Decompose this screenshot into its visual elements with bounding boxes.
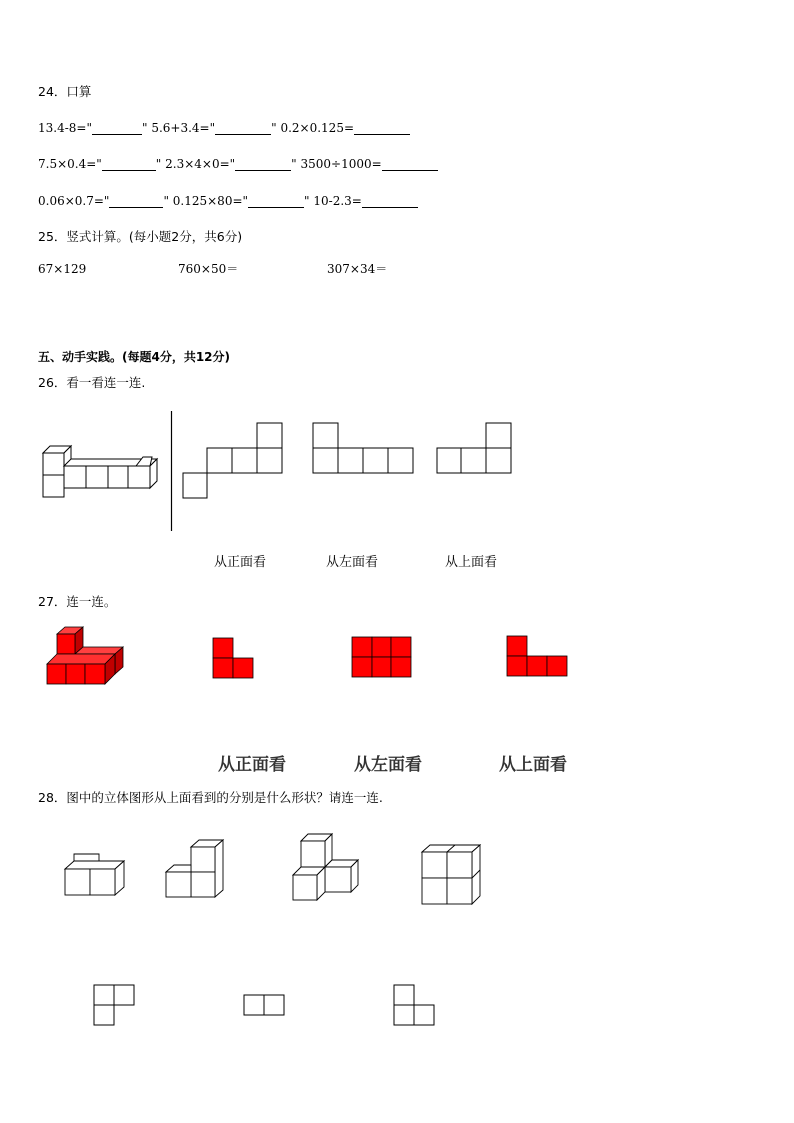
q24-row-2 [38, 157, 438, 171]
section-5-title: 五、动手实践。(每题4分，共12分) [38, 350, 231, 364]
answer-blank[interactable] [362, 195, 418, 208]
q24-row-3 [38, 194, 418, 208]
q24-row-1 [38, 121, 410, 135]
answer-blank[interactable] [248, 195, 304, 208]
q26-label-top: 从上面看 [445, 555, 498, 570]
q24-r3-c: " 10-2.3= [304, 194, 362, 208]
q26-divider-line [170, 411, 174, 531]
q25-item-2: 760×50＝ [178, 262, 239, 276]
q27-label-left: 从左面看 [354, 755, 422, 775]
q24-r3-b: " 0.125×80=" [163, 194, 249, 208]
q24-r1-c: " 0.2×0.125= [271, 121, 355, 135]
q27-view-b [351, 636, 413, 680]
q26-solid-figure [40, 445, 160, 505]
q25-item-1: 67×129 [38, 262, 87, 276]
q24-title: 24．口算 [38, 84, 92, 99]
q25-item-3: 307×34＝ [327, 262, 388, 276]
q28-solid-3 [292, 833, 362, 903]
q24-r1-a: 13.4-8=" [38, 121, 92, 135]
q28-title: 28．图中的立体图形从上面看到的分别是什么形状？请连一连. [38, 790, 383, 805]
q27-red-solid-figure [45, 625, 127, 687]
answer-blank[interactable] [235, 158, 291, 171]
q27-view-c [506, 635, 570, 679]
answer-blank[interactable] [92, 122, 142, 135]
q25-title: 25．竖式计算。(每小题2分，共6分) [38, 229, 243, 244]
q26-view-c [436, 422, 516, 478]
q26-view-b [312, 422, 414, 478]
q27-view-a [212, 637, 256, 681]
q26-title: 26．看一看连一连. [38, 375, 146, 390]
q24-r1-b: " 5.6+3.4=" [141, 121, 216, 135]
answer-blank[interactable] [102, 158, 156, 171]
q24-r3-a: 0.06×0.7=" [38, 194, 110, 208]
q28-top-view-a [93, 984, 137, 1028]
answer-blank[interactable] [354, 122, 410, 135]
q28-solid-2 [165, 838, 227, 902]
q28-top-view-c [393, 984, 437, 1028]
q26-view-a [182, 422, 282, 502]
q26-label-front: 从正面看 [214, 555, 267, 570]
q27-label-front: 从正面看 [218, 755, 286, 775]
q27-label-top: 从上面看 [499, 755, 567, 775]
q24-r2-a: 7.5×0.4=" [38, 157, 102, 171]
q28-solid-1 [64, 852, 128, 898]
q26-label-left: 从左面看 [326, 555, 379, 570]
q24-r2-b: " 2.3×4×0=" [155, 157, 236, 171]
answer-blank[interactable] [382, 158, 438, 171]
answer-blank[interactable] [215, 122, 271, 135]
q28-solid-4 [421, 843, 483, 907]
q27-title: 27．连一连。 [38, 594, 117, 609]
q28-top-view-b [243, 994, 287, 1018]
answer-blank[interactable] [109, 195, 163, 208]
q24-r2-c: " 3500÷1000= [291, 157, 382, 171]
